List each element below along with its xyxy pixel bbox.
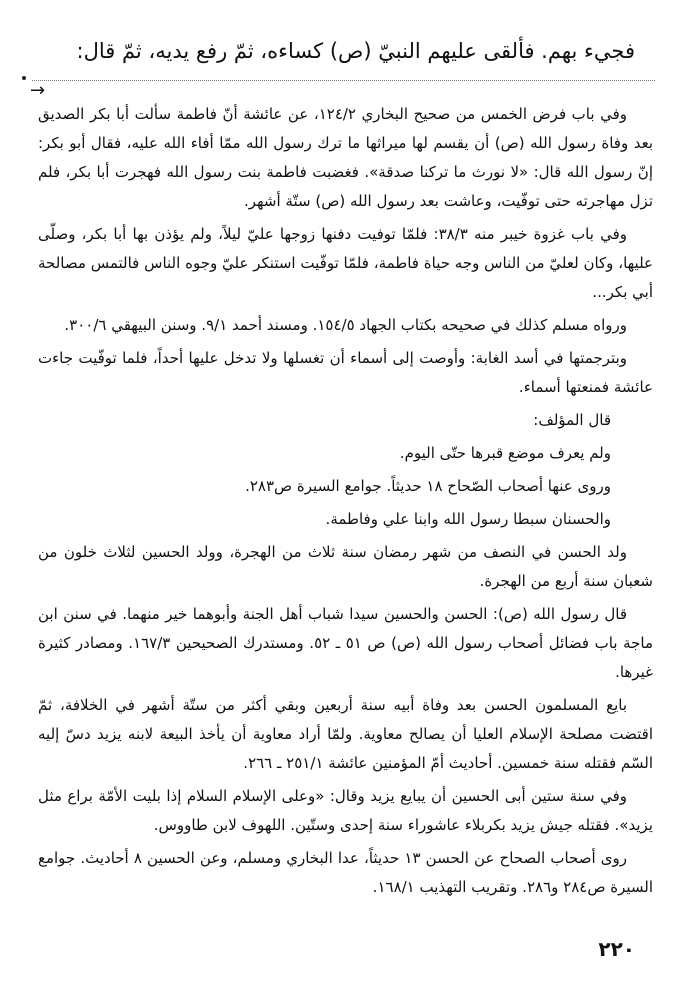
header-text: فجيء بهم. فألقى عليهم النبيّ (ص) كساءه، ثمّ رفع يديه، ثمّ قال: <box>76 39 635 63</box>
separator-rule <box>32 80 655 81</box>
paragraph-khaybar: وفي باب غزوة خيبر منه ٣٨/٣: فلمّا توفيت دفنها زوجها عليّ ليلاً، ولم يؤذن بها أبا بكر، وصلّى عليها، وكان لعليّ من الناس وجه حياة فاطمة، فلمّا توفّيت استنكر عليّ وجوه الناس فالتمس مصالحة أبي بكر... <box>38 225 653 301</box>
paragraph-husayn-karbala: وفي سنة ستين أبى الحسين أن يبايع يزيد وقال: «وعلى الإسلام السلام إذا بليت الأمّة براع مثل يزيد». فقتله جيش يزيد بكربلاء عاشوراء سنة إحدى وستّين. اللهوف لابن طاووس. <box>38 787 653 834</box>
paragraph-sahah-narrations: روى أصحاب الصحاح عن الحسن ١٣ حديثاً، عدا البخاري ومسلم، وعن الحسين ٨ أحاديث. جوامع السيرة ص٢٨٤ و٢٨٦. وتقريب التهذيب ١٦٨/١. <box>38 849 653 896</box>
page-number: ٢٢٠ <box>598 937 635 961</box>
paragraph-births: ولد الحسن في النصف من شهر رمضان سنة ثلاث من الهجرة، وولد الحسين لثلاث خلون من شعبان سنة أربع من الهجرة. <box>38 543 653 590</box>
arrow-icon: → <box>30 80 46 101</box>
paragraph-usd-al-ghaba: وبترجمتها في أسد الغابة: وأوصت إلى أسماء أن تغسلها ولا تدخل عليها أحداً، فلما توفّيت جاءت عائشة فمنعتها أسماء. <box>38 349 653 396</box>
paragraph-muslim: ورواه مسلم كذلك في صحيحه بكتاب الجهاد ١٥٤/٥. ومسند أحمد ٩/١. وسنن البيهقي ٣٠٠/٦. <box>64 316 627 334</box>
author-note-heading: قال المؤلف: <box>533 411 611 429</box>
author-note-grave: ولم يعرف موضع قبرها حتّى اليوم. <box>399 444 611 462</box>
separator-dot <box>22 76 26 80</box>
paragraph-bukhari-khums: وفي باب فرض الخمس من صحيح البخاري ١٢٤/٢، عن عائشة أنّ فاطمة سألت أبا بكر الصديق بعد وفاة رسول الله (ص) أن يقسم لها ميراثها ما ترك رسول الله ممّا أفاء الله عليه، فقال أبو بكر: إنّ رسول الله قال: «لا نورث ما تركنا صدقة». فغضبت فاطمة بنت رسول الله فهجرت أبا بكر، فلم تزل مهاجرته حتى توفّيت، وعاشت بعد رسول الله (ص) ستّة أشهر. <box>38 105 653 210</box>
body-text <box>38 100 653 906</box>
author-note-narrations: وروى عنها أصحاب الصّحاح ١٨ حديثاً. جوامع السيرة ص٢٨٣. <box>245 477 611 495</box>
paragraph-hadith-sayyida: قال رسول الله (ص): الحسن والحسين سيدا شباب أهل الجنة وأبوهما خير منهما. في سنن ابن ماجة باب فضائل أصحاب رسول الله (ص) ص ٥١ ـ ٥٢. ومستدرك الصحيحين ١٦٧/٣. ومصادر كثيرة غيرها. <box>38 605 653 681</box>
author-note-hasanan: والحسنان سبطا رسول الله وابنا علي وفاطمة. <box>325 510 611 528</box>
paragraph-hasan-caliphate: بايع المسلمون الحسن بعد وفاة أبيه سنة أربعين وبقي أكثر من ستّة أشهر في الخلافة، ثمّ اقتضت مصلحة الإسلام العليا أن يصالح معاوية. ولمّا أراد معاوية أن يأخذ البيعة لابنه يزيد دسّ إليه السّم فقتله سنة خمسين. أحاديث أمّ المؤمنين عائشة ٢٥١/١ ـ ٢٦٦. <box>38 696 653 772</box>
